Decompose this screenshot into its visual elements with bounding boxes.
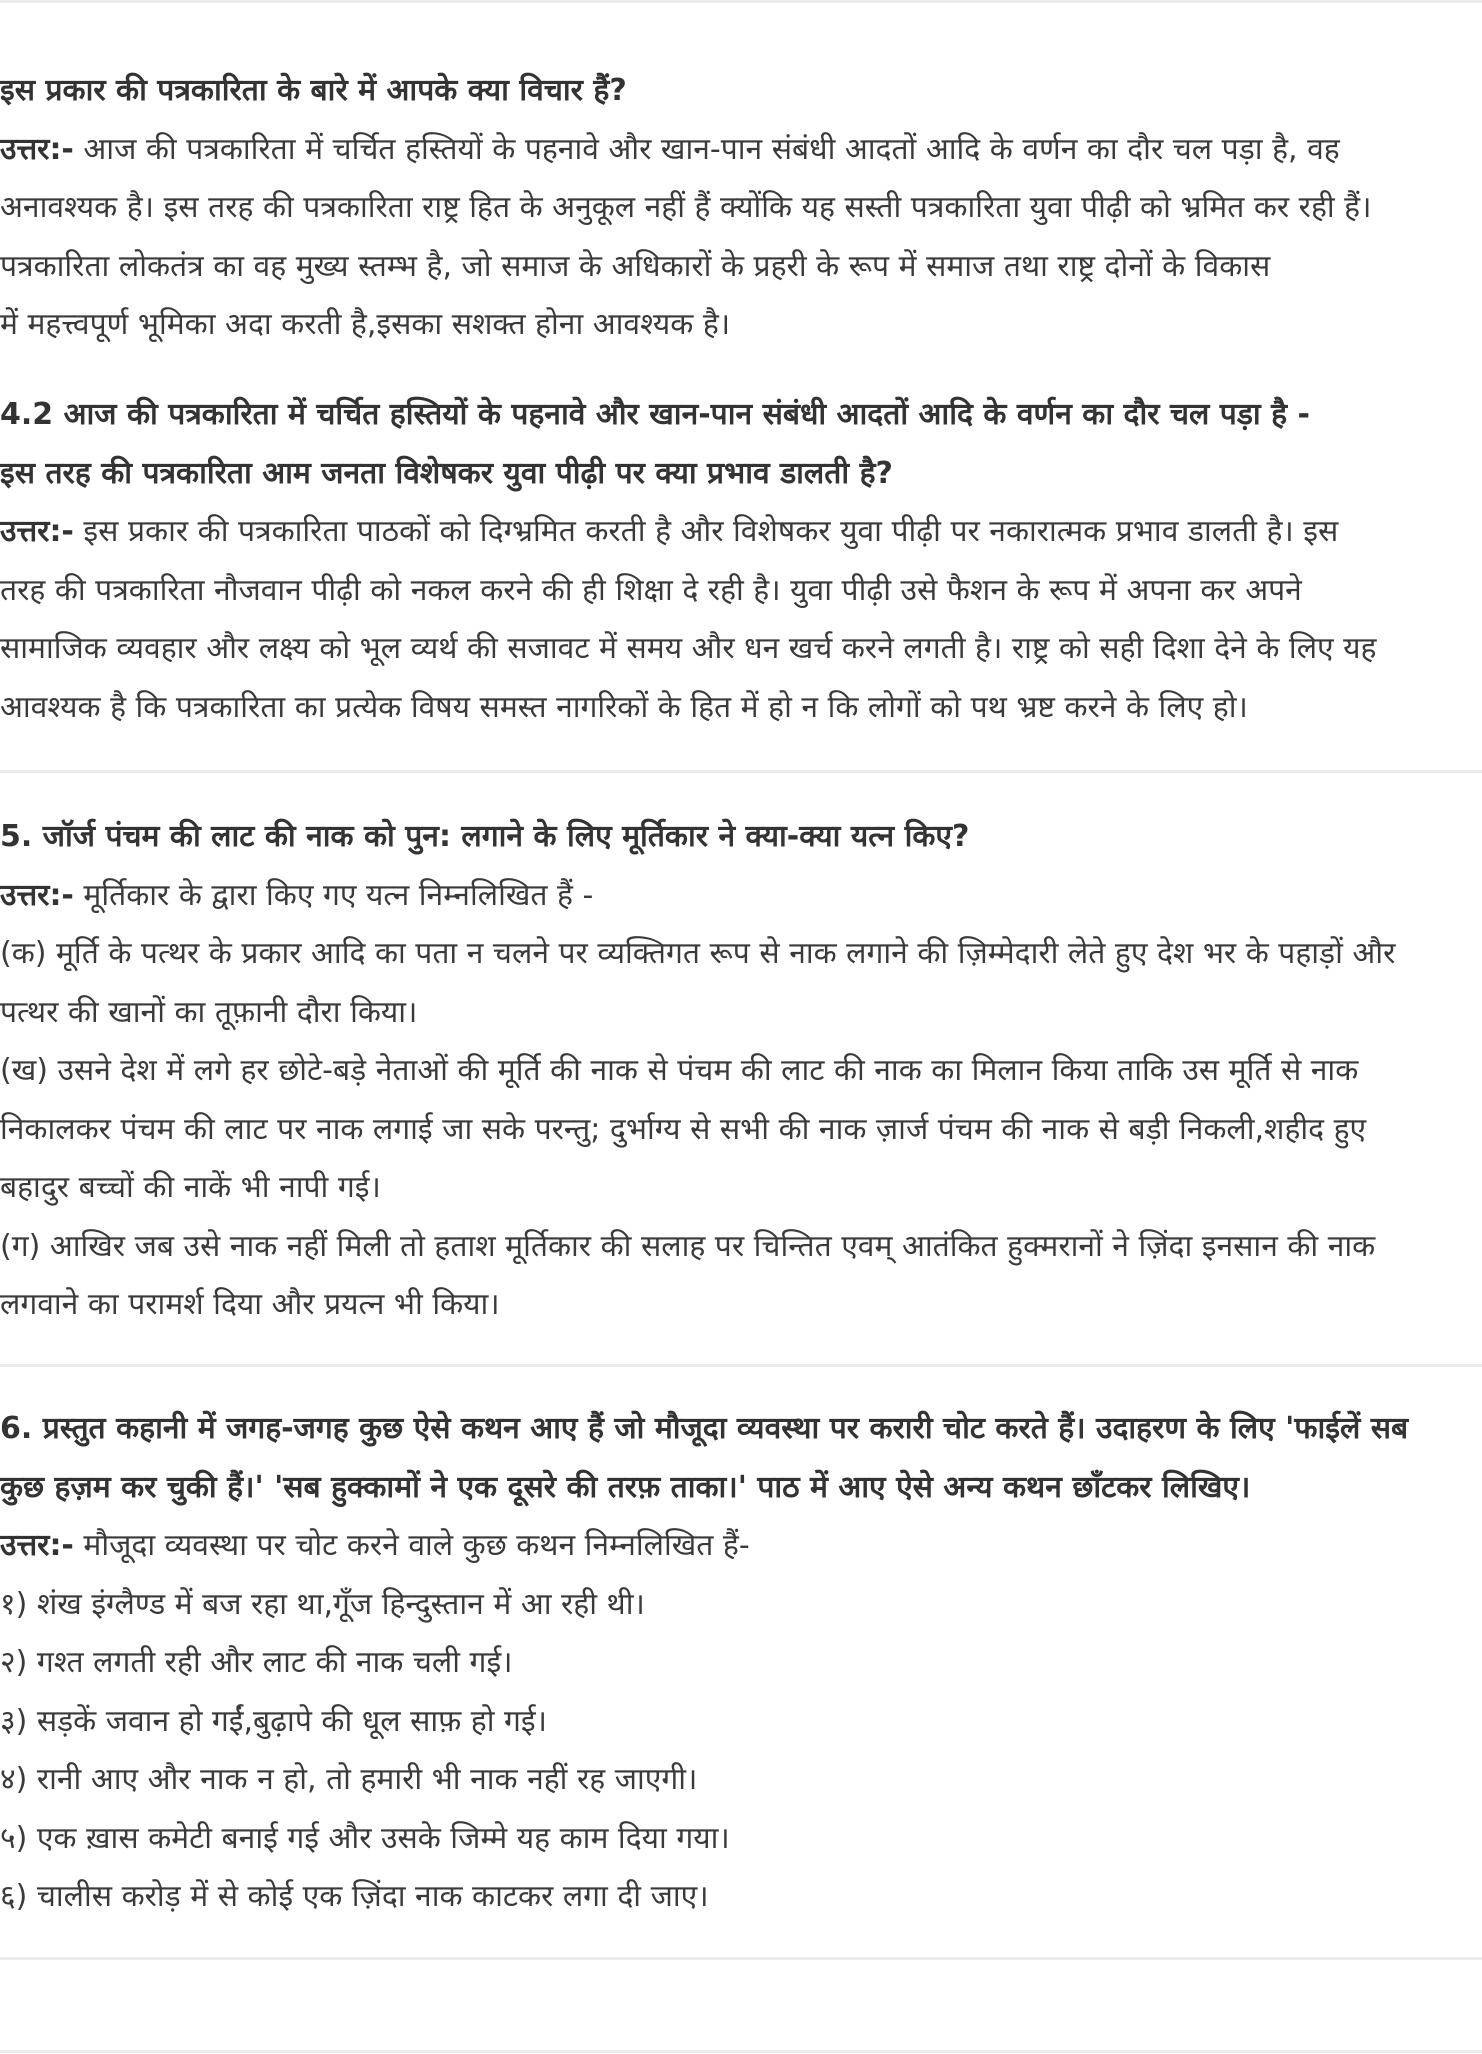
qa-section-1 [0,62,1482,355]
answer-line: अनावश्यक है। इस तरह की पत्रकारिता राष्ट्र हित के अनुकूल नहीं हैं क्योंकि यह सस्ती पत्रकारिता युवा पीढ़ी को भ्रमित कर रही हैं। [0,190,1372,225]
top-divider [0,0,1482,3]
answer-line [0,121,1478,180]
answer-line: लगवाने का परामर्श दिया और प्रयत्न भी किया। [0,1287,500,1322]
question-line: 6. प्रस्तुत कहानी में जगह-जगह कुछ ऐसे कथन आए हैं जो मौजूदा व्यवस्था पर करारी चोट करते हैं। उदाहरण के लिए 'फाईलें सब [0,1411,1409,1446]
answer-line: (क) मूर्ति के पत्थर के प्रकार आदि का पता न चलने पर व्यक्तिगत रूप से नाक लगाने की ज़िम्मेदारी लेते हुए देश भर के पहाड़ों और [0,936,1396,971]
answer-text: इस प्रकार की पत्रकारिता पाठकों को दिग्भ्रमित करती है और विशेषकर युवा पीढ़ी पर नकारात्मक प्रभाव डालती है। इस [73,514,1339,549]
answer-line: सामाजिक व्यवहार और लक्ष्य को भूल व्यर्थ की सजावट में समय और धन खर्च करने लगती है। राष्ट्र को सही दिशा देने के लिए यह [0,631,1377,666]
question-line: 4.2 आज की पत्रकारिता में चर्चित हस्तियों के पहनावे और खान-पान संबंधी आदतों आदि के वर्णन का दौर चल पड़ा है - [0,397,1310,432]
answer-line: निकालकर पंचम की लाट पर नाक लगाई जा सके परन्तु; दुर्भाग्य से सभी की नाक ज़ार्ज पंचम की नाक से बड़ी निकली,शहीद हुए [0,1111,1367,1147]
answer-line [0,503,1478,562]
qa-section-3 [0,808,1482,1335]
answer-label: उत्तर:- [0,514,74,549]
section-divider [0,1957,1482,1960]
question-line: 5. जॉर्ज पंचम की लाट की नाक को पुन: लगाने के लिए मूर्तिकार ने क्या-क्या यत्न किए? [0,819,970,854]
answer-line [0,867,1478,926]
qa-section-4 [0,1400,1482,1927]
qa-section-2 [0,386,1482,737]
answer-line: पत्थर की खानों का तूफ़ानी दौरा किया। [0,994,418,1030]
question-line: कुछ हज़म कर चुकी हैं।' 'सब हुक्कामों ने एक दूसरे की तरफ़ ताका।' पाठ में आए ऐसे अन्य कथन छाँटकर लिखिए। [0,1469,1251,1505]
answer-line: पत्रकारिता लोकतंत्र का वह मुख्य स्तम्भ है, जो समाज के अधिकारों के प्रहरी के रूप में समाज तथा राष्ट्र दोनों के विकास [0,248,1271,284]
answer-label: उत्तर:- [0,1528,74,1563]
answer-text: मौजूदा व्यवस्था पर चोट करने वाले कुछ कथन निम्नलिखित हैं- [73,1528,750,1563]
answer-line: में महत्त्वपूर्ण भूमिका अदा करती है,इसका सशक्त होना आवश्यक है। [0,307,731,342]
list-item: २) गश्त लगती रही और लाट की नाक चली गई। [0,1645,513,1680]
list-item: ३) सड़कें जवान हो गईं,बुढ़ापे की धूल साफ़ हो गई। [0,1703,548,1739]
answer-line: आवश्यक है कि पत्रकारिता का प्रत्येक विषय समस्त नागरिकों के हित में हो न कि लोगों को पथ भ्रष्ट करने के लिए हो। [0,689,1248,725]
answer-line: (ख) उसने देश में लगे हर छोटे-बड़े नेताओं की मूर्ति की नाक से पंचम की लाट की नाक का मिलान किया ताकि उस मूर्ति से नाक [0,1053,1359,1088]
answer-line [0,1517,1478,1576]
list-item: ४) रानी आए और नाक न हो, तो हमारी भी नाक नहीं रह जाएगी। [0,1762,698,1797]
section-divider [0,770,1482,773]
answer-text: आज की पत्रकारिता में चर्चित हस्तियों के पहनावे और खान-पान संबंधी आदतों आदि के वर्णन का दौर चल पड़ा है, वह [73,131,1340,167]
list-item: १) शंख इंग्लैण्ड में बज रहा था,गूँज हिन्दुस्तान में आ रही थी। [0,1586,645,1622]
answer-line: तरह की पत्रकारिता नौजवान पीढ़ी को नकल करने की ही शिक्षा दे रही है। युवा पीढ़ी उसे फैशन के रूप में अपना कर अपने [0,572,1302,608]
list-item: ६) चालीस करोड़ में से कोई एक ज़िंदा नाक काटकर लगा दी जाए। [0,1879,709,1914]
answer-label: उत्तर:- [0,131,74,167]
question-line: इस प्रकार की पत्रकारिता के बारे में आपके क्या विचार हैं? [0,73,627,108]
section-divider [0,1364,1482,1367]
answer-line: (ग) आखिर जब उसे नाक नहीं मिली तो हताश मूर्तिकार की सलाह पर चिन्तित एवम् आतंकित हुक्मरानों ने ज़िंदा इनसान की नाक [0,1228,1376,1264]
bottom-divider [0,2050,1482,2053]
answer-label: उत्तर:- [0,877,74,913]
answer-text: मूर्तिकार के द्वारा किए गए यत्न निम्नलिखित हैं - [73,877,594,913]
answer-line: बहादुर बच्चों की नाकें भी नापी गई। [0,1170,381,1205]
question-line: इस तरह की पत्रकारिता आम जनता विशेषकर युवा पीढ़ी पर क्या प्रभाव डालती है? [0,455,893,491]
list-item: ५) एक ख़ास कमेटी बनाई गई और उसके जिम्मे यह काम दिया गया। [0,1820,730,1856]
